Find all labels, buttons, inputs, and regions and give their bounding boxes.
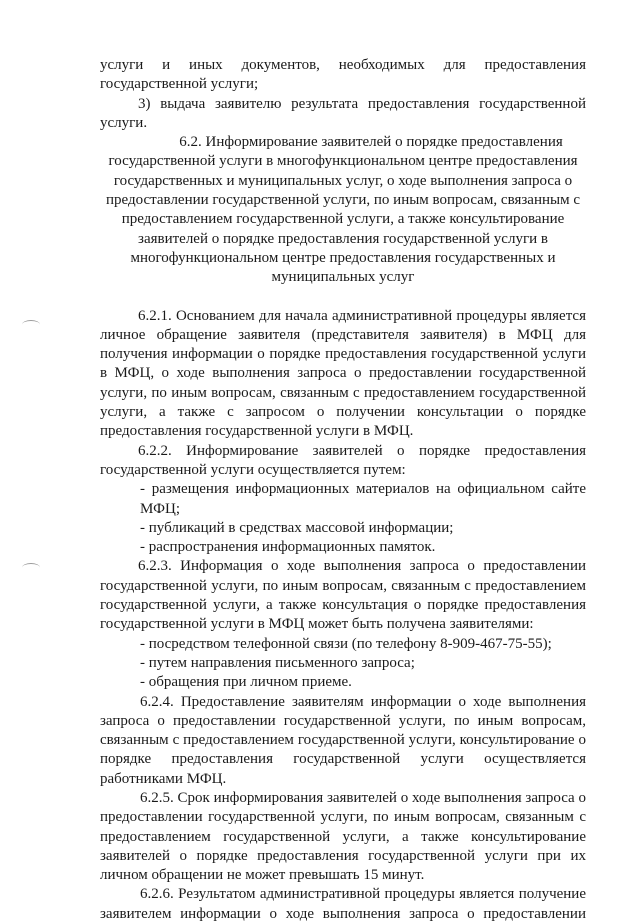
paragraph-6-2-6: 6.2.6. Результатом административной процедуры является получение заявителем информации о ходе выполнения запроса о предоставлении [100, 886, 586, 922]
paragraph-6-2-4: 6.2.4. Предоставление заявителям информации о ходе выполнения запроса о предоставлении государственной услуги, по иным вопросам, связанным с предоставлением государственной услуги, консультирование о порядке предоставления государственной услуги осуществляется работниками МФЦ. [100, 693, 586, 787]
paragraph-6-2-5: 6.2.5. Срок информирования заявителей о ходе выполнения запроса о предоставлении государственной услуги, по иным вопросам, связанным с предоставлением государственной услуги, а также консультирование заявителей о порядке предоставления государственной услуги при их личном обращении не может превышать 15 минут. [100, 789, 586, 884]
scan-mark [22, 563, 40, 572]
list-item: - публикаций в средствах массовой информации; [140, 519, 454, 536]
list-item: - путем направления письменного запроса; [140, 654, 415, 671]
list-item: - обращения при личном приеме. [140, 674, 352, 691]
list-item: - распространения информационных памяток. [140, 539, 436, 556]
section-heading: 6.2. Информирование заявителей о порядке предоставления государственной услуги в многофункциональном центре предоставления государственных и муниципальных услуг, о ходе выполнения запроса о предоставлении государственной услуги, по иным вопросам, связанным с предоставлением государственной услуги, а также консультирование заявителей о порядке предоставления государственной услуги в многофункциональном центре предоставления государственных и муниципальных услуг [106, 134, 580, 286]
spacer [100, 288, 586, 307]
continuation-text: услуги и иных документов, необходимых для предоставления государственной услуги; [100, 57, 586, 93]
document-body [100, 56, 586, 924]
list-item: - посредством телефонной связи (по телефону 8-909-467-75-55); [140, 635, 552, 652]
paragraph-6-2-2: 6.2.2. Информирование заявителей о порядке предоставления государственной услуги осуществляется путем: [100, 442, 586, 478]
list-item-3: 3) выдача заявителю результата предоставления государственной услуги. [100, 95, 586, 131]
paragraph-6-2-1: 6.2.1. Основанием для начала административной процедуры является личное обращение заявителя (представителя заявителя) в МФЦ для получения информации о порядке предоставления государственной услуги в МФЦ, о ходе выполнения запроса о предоставлении государственной услуги, по иным вопросам, связанным с предоставлением государственной услуги, а также с запросом о получении консультации о порядке предоставления государственной услуги в МФЦ. [100, 307, 586, 440]
paragraph-6-2-3: 6.2.3. Информация о ходе выполнения запроса о предоставлении государственной услуги, по иным вопросам, связанным с предоставлением государственной услуги, а также консультация о порядке предоставления государственной услуги в МФЦ может быть получена заявителями: [100, 558, 586, 633]
list-item: - размещения информационных материалов на официальном сайте МФЦ; [140, 481, 586, 517]
scan-mark [22, 320, 40, 329]
